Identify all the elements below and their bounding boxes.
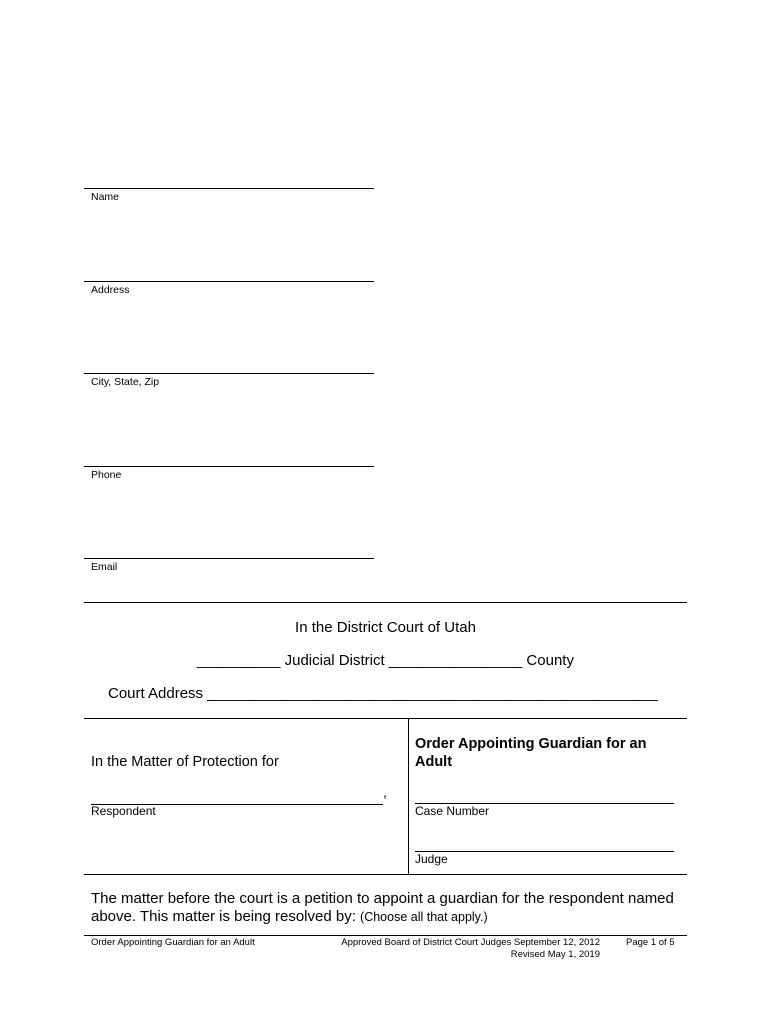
phone-field[interactable] xyxy=(84,466,374,481)
court-address-line[interactable]: Court Address ______________________________________________________ xyxy=(108,685,658,702)
name-field[interactable] xyxy=(84,188,374,203)
phone-label: Phone xyxy=(91,469,122,481)
judge-label: Judge xyxy=(415,852,448,866)
footer-page-number: Page 1 of 5 xyxy=(626,937,675,948)
section-divider xyxy=(84,602,687,603)
address-field[interactable] xyxy=(84,281,374,296)
caption-bottom-rule xyxy=(84,874,687,875)
footer-revised-text: Revised May 1, 2019 xyxy=(510,949,600,960)
footer-form-name: Order Appointing Guardian for an Adult xyxy=(91,937,255,948)
city-state-zip-field[interactable] xyxy=(84,373,374,388)
caption-top-rule xyxy=(84,718,687,719)
respondent-label: Respondent xyxy=(91,804,156,818)
name-label: Name xyxy=(91,191,120,203)
respondent-comma: , xyxy=(383,784,387,800)
court-heading: In the District Court of Utah xyxy=(295,619,476,636)
matter-of-text: In the Matter of Protection for xyxy=(91,754,279,770)
footer-approval xyxy=(325,937,600,961)
footer-rule xyxy=(84,935,687,936)
intro-text: The matter before the court is a petition to appoint a guardian for the respondent named above. This matter is being resolved by: xyxy=(91,890,674,925)
caption-divider xyxy=(408,718,409,875)
choose-instruction: (Choose all that apply.) xyxy=(360,910,488,924)
city-state-zip-line xyxy=(84,373,374,374)
intro-paragraph xyxy=(91,890,691,926)
judge-line[interactable] xyxy=(415,851,674,852)
email-field[interactable] xyxy=(84,558,374,573)
judicial-district-line[interactable]: __________ Judicial District ________________ County xyxy=(197,652,574,669)
city-state-zip-label: City, State, Zip xyxy=(91,376,160,388)
email-line xyxy=(84,558,374,559)
address-line xyxy=(84,281,374,282)
case-number-label: Case Number xyxy=(415,804,490,818)
phone-line xyxy=(84,466,374,467)
document-title: Order Appointing Guardian for an Adult xyxy=(415,736,647,770)
address-label: Address xyxy=(91,284,130,296)
name-line xyxy=(84,188,374,189)
case-caption xyxy=(84,718,687,875)
email-label: Email xyxy=(91,561,118,573)
footer-approved-text: Approved Board of District Court Judges September 12, 2012 xyxy=(341,937,600,948)
